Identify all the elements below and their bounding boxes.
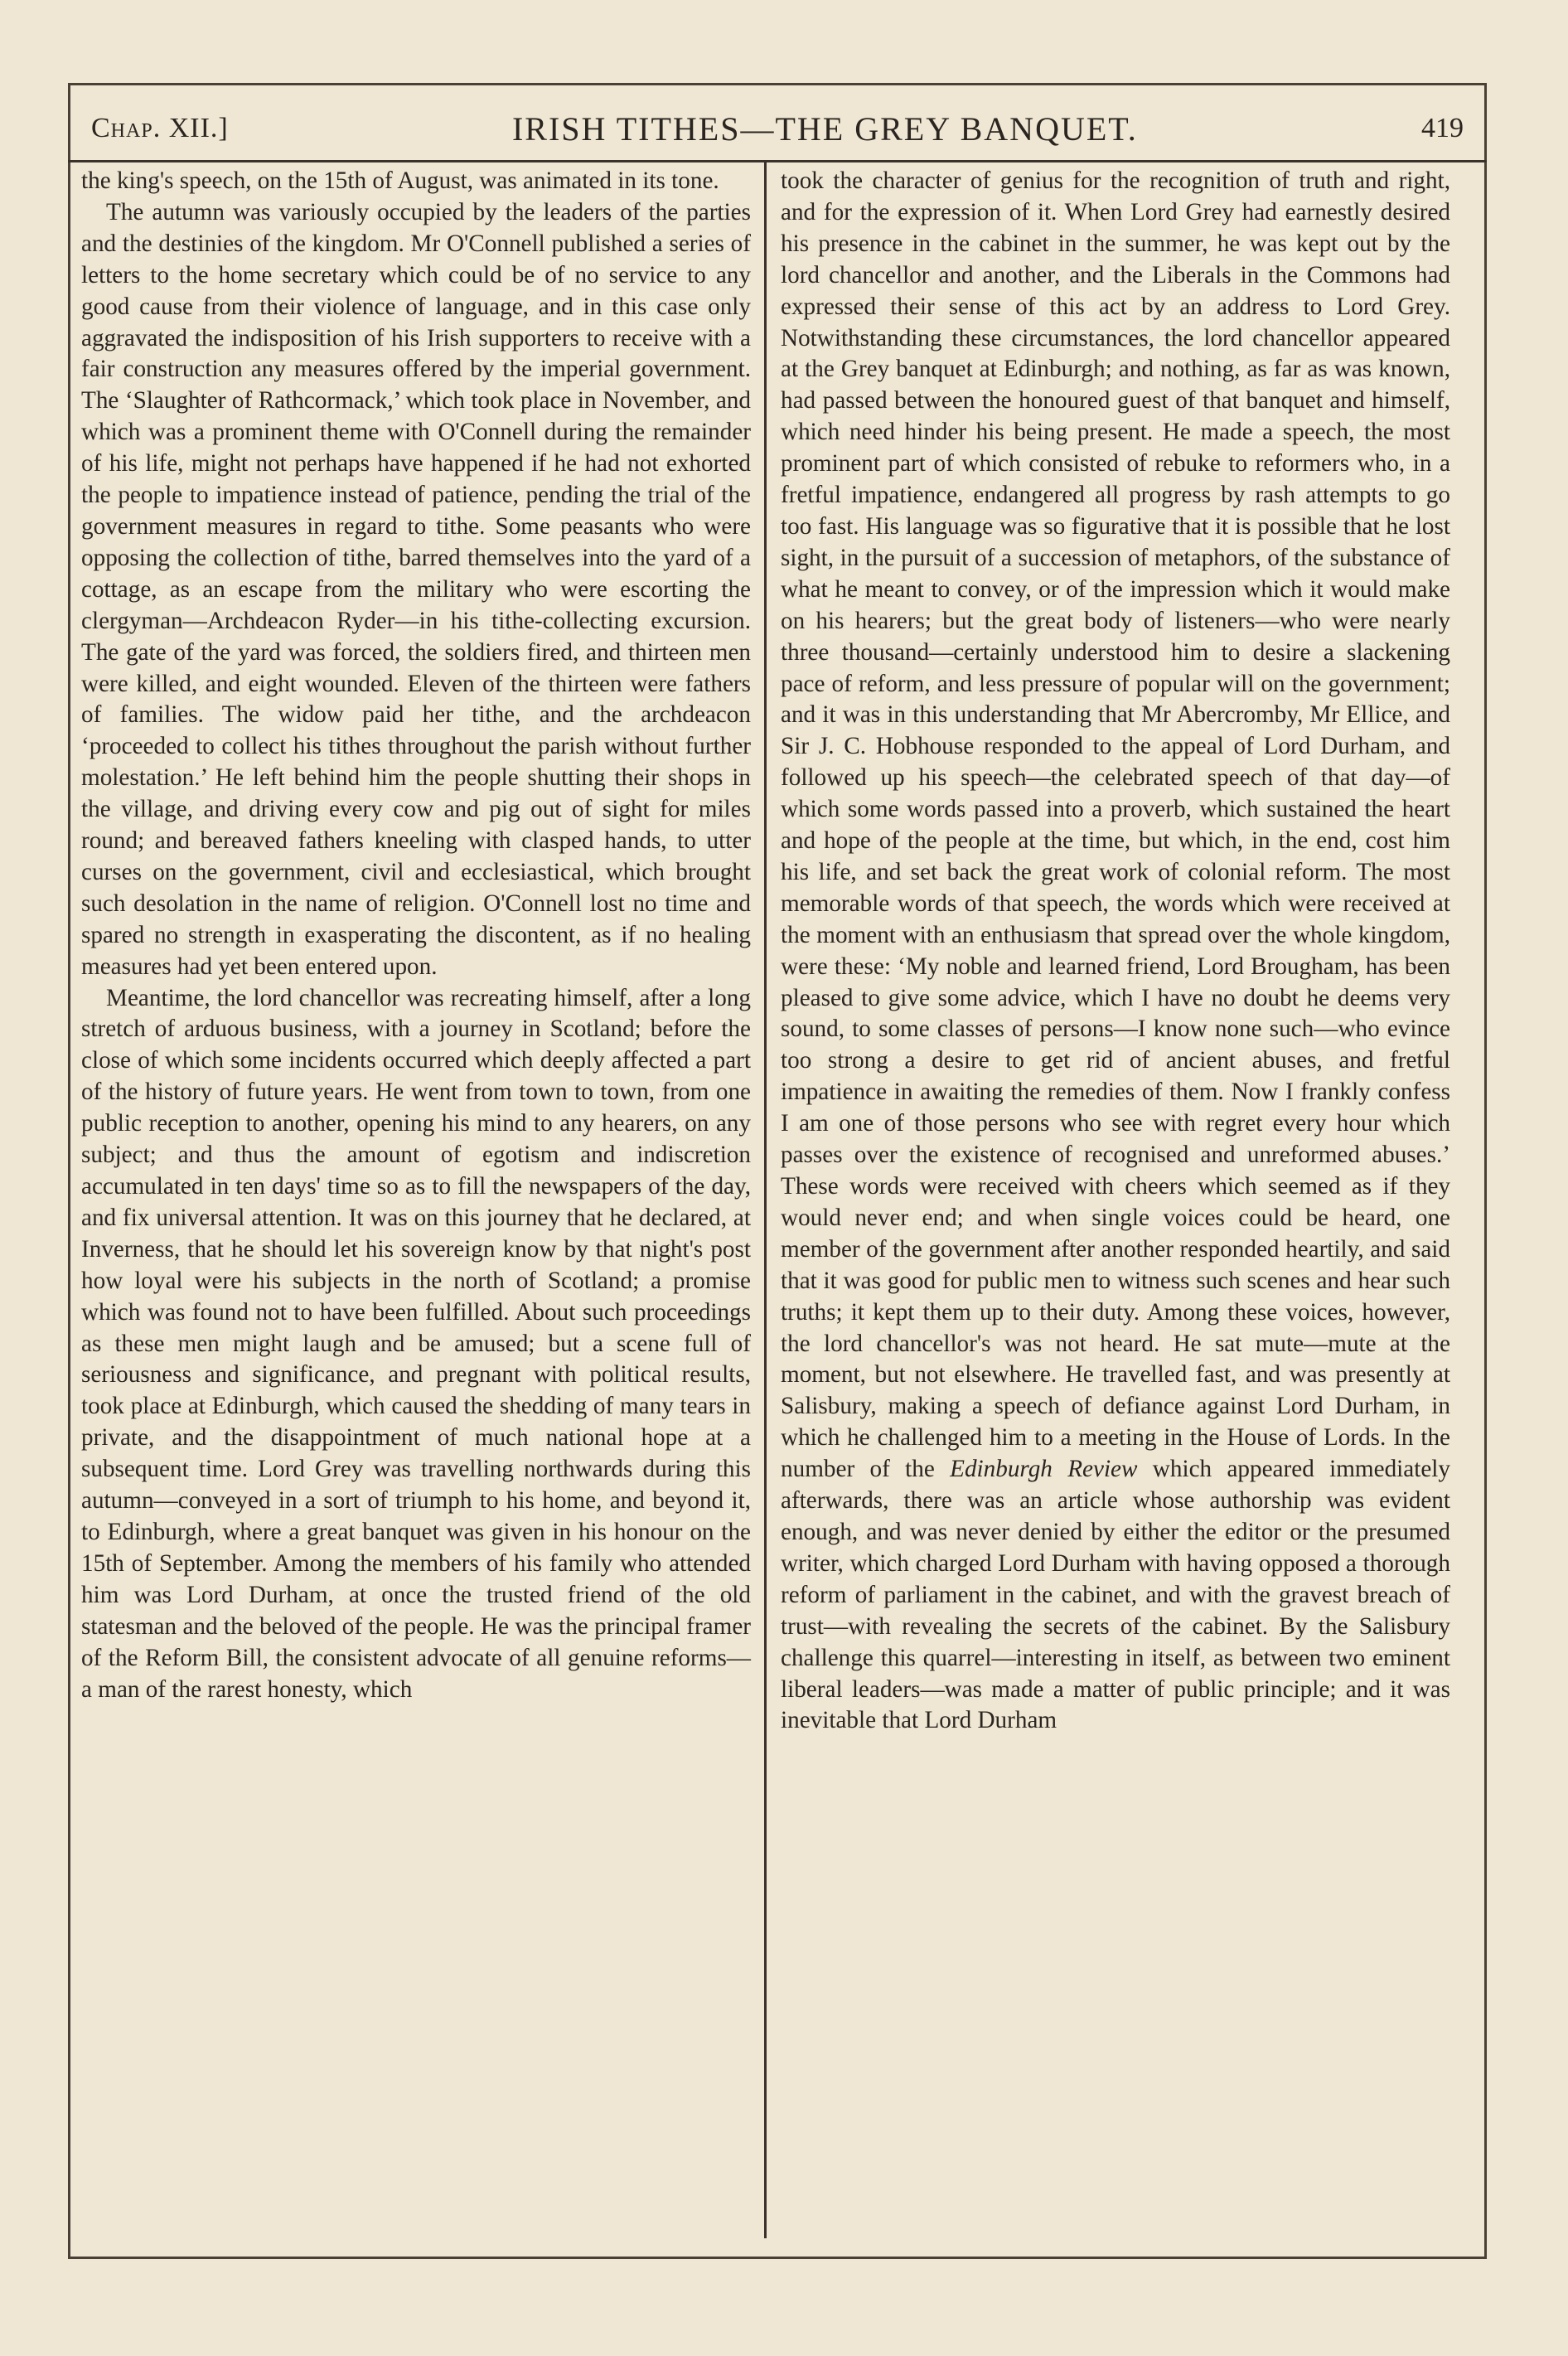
left-column xyxy=(81,166,751,2238)
paragraph: The autumn was variously occupied by the leaders of the parties and the destinies of the kingdom. Mr O'Connell published a series of letters to the home secretary which could be of no service to any good cause from their violence of language, and in this case only aggravated the indisposition of his Irish supporters to receive with a fair construction any measures offered by the imperial government. The ‘Slaughter of Rathcormack,’ which took place in November, and which was a prominent theme with O'Connell during the remainder of his life, might not perhaps have happened if he had not exhorted the people to impatience instead of patience, pending the trial of the government measures in regard to tithe. Some peasants who were opposing the collection of tithe, barred themselves into the yard of a cottage, as an escape from the military who were escorting the clergyman—Archdeacon Ryder—in his tithe-collecting excursion. The gate of the yard was forced, the soldiers fired, and thirteen men were killed, and eight wounded. Eleven of the thirteen were fathers of families. The widow paid her tithe, and the archdeacon ‘proceeded to collect his tithes throughout the parish without further molestation.’ He left behind him the people shutting their shops in the village, and driving every cow and pig out of sight for miles round; and bereaved fathers kneeling with clasped hands, to utter curses on the government, civil and ecclesiastical, which brought such desolation in the name of religion. O'Connell lost no time and spared no strength in exasperating the discontent, as if no healing measures had yet been entered upon. xyxy=(81,198,751,980)
running-title: IRISH TITHES—THE GREY BANQUET. xyxy=(511,109,1138,148)
paragraph xyxy=(781,166,1450,1737)
paragraph-text: took the character of genius for the recognition of truth and right, and for the expression of it. When Lord Grey had earnestly desired his presence in the cabinet in the summer, he was kept out by the lord chancellor and another, and the Liberals in the Commons had expressed their sense of this act by an address to Lord Grey. Notwithstanding these circumstances, the lord chancellor appeared at the Grey banquet at Edinburgh; and nothing, as far as was known, had passed between the honoured guest of that banquet and himself, which need hinder his being present. He made a speech, the most prominent part of which consisted of rebuke to reformers who, in a fretful impatience, endangered all progress by rash attempts to go too fast. His language was so figurative that it is possible that he lost sight, in the pursuit of a succession of metaphors, of the substance of what he meant to convey, or of the impression which it would make on his hearers; but the great body of listeners—who were nearly three thousand—certainly understood him to desire a slackening pace of reform, and less pressure of popular will on the government; and it was in this understanding that Mr Abercromby, Mr Ellice, and Sir J. C. Hobhouse responded to the appeal of Lord Durham, and followed up his speech—the celebrated speech of that day—of which some words passed into a proverb, which sustained the heart and hope of the people at the time, but which, in the end, cost him his life, and set back the great work of colonial reform. The most memorable words of that speech, the words which were received at the moment with an enthusiasm that spread over the whole kingdom, were these: ‘My noble and learned friend, Lord Brougham, has been pleased to give some advice, which I have no doubt he deems very sound, to some classes of persons—I know none such—who evince too strong a desire to get rid of ancient abuses, and fretful impatience in awaiting the remedies of them. Now I frankly confess I am one of those persons who see with regret every hour which passes over the existence of recognised and unreformed abuses.’ These words were received with cheers which seemed as if they would never end; and when single voices could be heard, one member of the government after another responded heartily, and said that it was good for public men to witness such scenes and hear such truths; it kept them up to their duty. Among these voices, however, the lord chancellor's was not heard. He sat mute—mute at the moment, but not elsewhere. He travelled fast, and was presently at Salisbury, making a speech of defiance against Lord Durham, in which he challenged him to a meeting in the House of Lords. In the number of the xyxy=(781,167,1450,1483)
running-header xyxy=(68,99,1487,158)
column-divider xyxy=(764,162,767,2238)
paragraph: the king's speech, on the 15th of August, was animated in its tone. xyxy=(81,167,719,194)
chapter-label: Chap. XII.] xyxy=(91,113,229,143)
header-rule xyxy=(68,160,1487,162)
right-column xyxy=(781,166,1450,2238)
paragraph: Meantime, the lord chancellor was recreating himself, after a long stretch of arduous business, with a journey in Scotland; before the close of which some incidents occurred which deeply affected a part of the history of future years. He went from town to town, from one public reception to another, opening his mind to any hearers, on any subject; and thus the amount of egotism and indiscretion accumulated in ten days' time so as to fill the newspapers of the day, and fix universal attention. It was on this journey that he declared, at Inverness, that he should let his sovereign know by that night's post how loyal were his subjects in the north of Scotland; a promise which was found not to have been fulfilled. About such proceedings as these men might laugh and be amused; but a scene full of seriousness and significance, and pregnant with political results, took place at Edinburgh, which caused the shedding of many tears in private, and the disappointment of much national hope at a subsequent time. Lord Grey was travelling northwards during this autumn—conveyed in a sort of triumph to his home, and beyond it, to Edinburgh, where a great banquet was given in his honour on the 15th of September. Among the members of his family who attended him was Lord Durham, at once the trusted friend of the old statesman and the beloved of the people. He was the principal framer of the Reform Bill, the consistent advocate of all genuine reforms—a man of the rarest honesty, which xyxy=(81,984,751,1703)
page-number: 419 xyxy=(1420,113,1464,143)
paragraph-text: which appeared immediately afterwards, there was an article whose authorship was evident enough, and was never denied by either the editor or the presumed writer, which charged Lord Durham with having opposed a thorough reform of parliament in the cabinet, and with the gravest breach of trust—with revealing the secrets of the cabinet. By the Salisbury challenge this quarrel—interesting in itself, as between two eminent liberal leaders—was made a matter of public principle; and it was inevitable that Lord Durham xyxy=(781,1456,1451,1734)
journal-title: Edinburgh Review xyxy=(950,1456,1138,1483)
